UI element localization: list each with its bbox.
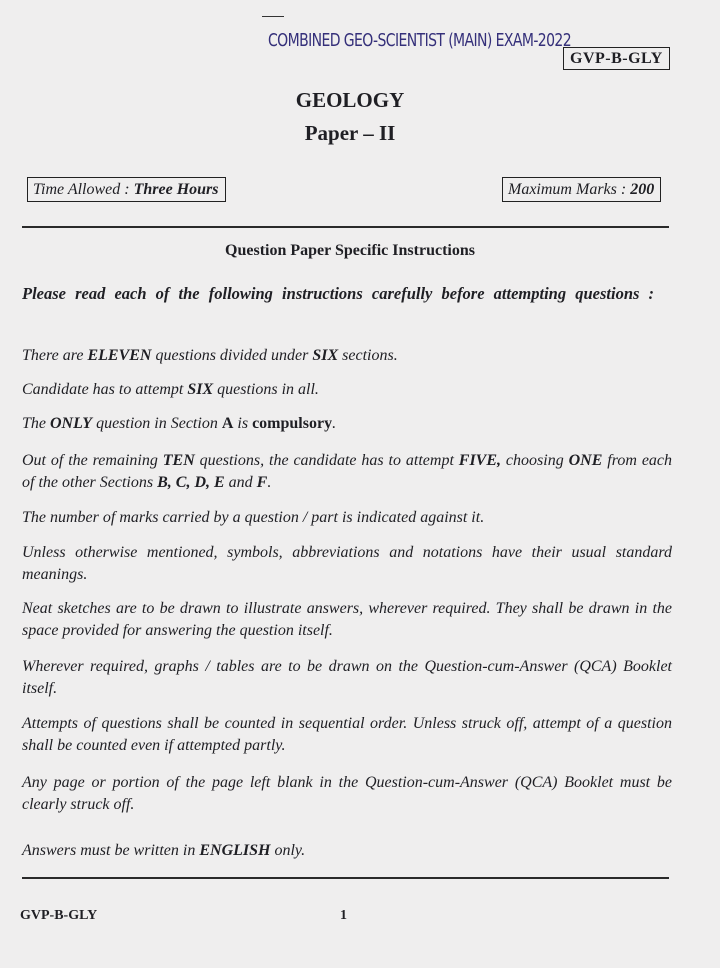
i4-k: . [267, 474, 272, 491]
i11-b: ENGLISH [199, 842, 271, 859]
i4-c: questions, the candidate has to attempt [194, 452, 459, 469]
i2-b: SIX [187, 381, 214, 398]
i3-b: ONLY [50, 415, 93, 432]
instruction-2 [22, 379, 672, 401]
time-value: Three Hours [133, 181, 219, 198]
pen-mark [262, 16, 284, 17]
i3-a: The [22, 415, 50, 432]
i1-b: ELEVEN [87, 347, 152, 364]
subject-title: GEOLOGY [295, 88, 405, 112]
time-label: Time Allowed : [33, 181, 134, 198]
instruction-10: Any page or portion of the page left blank in the Question-cum-Answer (QCA) Booklet must be clearly struck off. [22, 774, 672, 813]
lead-instruction: Please read each of the following instructions carefully before attempting questions : [22, 284, 655, 303]
instruction-1 [22, 345, 672, 367]
i4-e: choosing [501, 452, 569, 469]
i4-b: TEN [162, 452, 195, 469]
footer-paper-code: GVP-B-GLY [20, 908, 98, 923]
i4-g: from each of the other Sections [22, 452, 673, 491]
i3-c: question in Section [92, 415, 222, 432]
i3-g: . [332, 415, 337, 432]
time-allowed-box [27, 177, 226, 202]
i1-a: There are [22, 347, 88, 364]
exam-stamp: COMBINED GEO-SCIENTIST (MAIN) EXAM-2022 [268, 31, 571, 51]
i3-e: is [233, 415, 253, 432]
paper-code-box: GVP-B-GLY [563, 47, 670, 70]
i2-c: questions in all. [213, 381, 319, 398]
instruction-4 [22, 450, 672, 494]
i11-a: Answers must be written in [22, 842, 200, 859]
i3-f: compulsory [252, 415, 333, 432]
marks-label: Maximum Marks : [508, 181, 631, 198]
i4-j: F [256, 474, 268, 491]
bottom-divider [22, 877, 669, 879]
marks-value: 200 [630, 181, 655, 198]
i4-i: and [224, 474, 257, 491]
maximum-marks-box [502, 177, 661, 202]
instructions-heading: Question Paper Specific Instructions [225, 242, 475, 259]
page-number: 1 [340, 908, 347, 923]
i1-d: SIX [312, 347, 339, 364]
i3-d: A [221, 415, 234, 432]
i1-c: questions divided under [151, 347, 313, 364]
paper-title: Paper – II [304, 121, 396, 145]
instruction-11 [22, 840, 672, 862]
i4-h: B, C, D, E [157, 474, 225, 491]
i4-f: ONE [568, 452, 603, 469]
instruction-9: Attempts of questions shall be counted in sequential order. Unless struck off, attempt of a question shall be counted even if attempted partly. [22, 715, 672, 754]
i1-e: sections. [338, 347, 398, 364]
instruction-5: The number of marks carried by a question / part is indicated against it. [22, 509, 485, 526]
i4-a: Out of the remaining [22, 452, 163, 469]
i11-c: only. [270, 842, 306, 859]
instruction-6: Unless otherwise mentioned, symbols, abbreviations and notations have their usual standard meanings. [22, 544, 672, 583]
instruction-8: Wherever required, graphs / tables are to be drawn on the Question-cum-Answer (QCA) Booklet itself. [22, 658, 672, 697]
instruction-3 [22, 413, 672, 435]
i2-a: Candidate has to attempt [22, 381, 188, 398]
top-divider [22, 226, 669, 228]
i4-d: FIVE, [458, 452, 502, 469]
instruction-7: Neat sketches are to be drawn to illustrate answers, wherever required. They shall be drawn in the space provided for answering the question itself. [22, 600, 672, 639]
